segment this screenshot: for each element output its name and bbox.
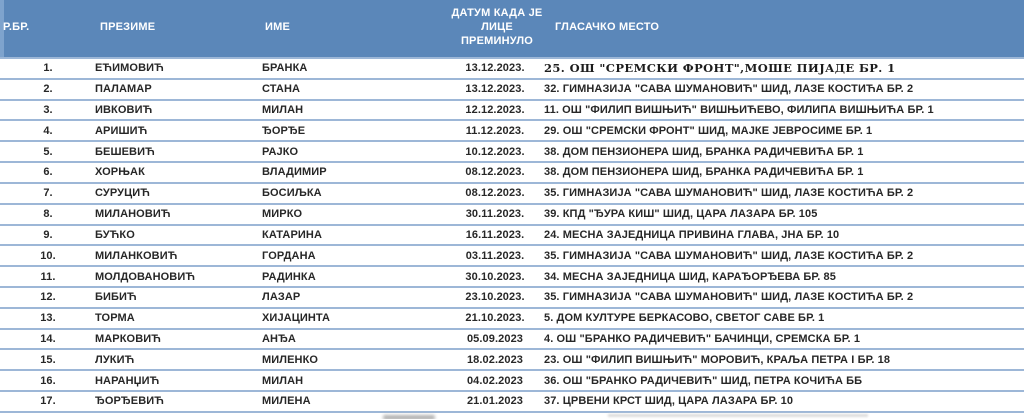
- cell-datum: 18.02.2023: [466, 353, 524, 366]
- cell-prezime: ТОРМА: [95, 312, 135, 325]
- cell-mesto: 35. ГИМНАЗИЈА "САВА ШУМАНОВИЋ" ШИД, ЛАЗЕ КОСТИЋА БР. 2: [544, 291, 914, 304]
- cell-rbr: 14.: [40, 332, 56, 345]
- table-row: [0, 161, 1024, 182]
- cell-ime: МИЛЕНКО: [262, 353, 319, 366]
- cell-prezime: ЛУКИЋ: [95, 353, 135, 366]
- cell-rbr: 10.: [40, 249, 56, 262]
- table-row: [0, 286, 1024, 307]
- cell-mesto: 36. ОШ "БРАНКО РАДИЧЕВИЋ" ШИД, ПЕТРА КОЧИЋА ББ: [544, 374, 863, 387]
- table-row: [0, 99, 1024, 120]
- cell-datum: 13.12.2023.: [465, 62, 525, 75]
- cell-prezime: НАРАНЏИЋ: [95, 374, 160, 387]
- cell-prezime: ПАЛАМАР: [95, 83, 152, 96]
- cell-rbr: 16.: [40, 374, 56, 387]
- cell-ime: АНЂА: [262, 332, 296, 345]
- table-row: [0, 307, 1024, 328]
- cell-ime: ГОРДАНА: [262, 249, 316, 262]
- column-header-ime: ИМЕ: [265, 21, 291, 33]
- cell-rbr: 4.: [43, 124, 53, 137]
- cell-prezime: СУРУЦИЋ: [95, 187, 150, 200]
- cell-mesto: 23. ОШ "ФИЛИП ВИШЊИЋ" МОРОВИЋ, КРАЉА ПЕТРА I БР. 18: [544, 353, 891, 366]
- cell-datum: 10.12.2023.: [465, 145, 525, 158]
- cell-prezime: БУЋКО: [95, 228, 135, 241]
- table-row: [0, 265, 1024, 286]
- cell-datum: 11.12.2023.: [465, 124, 525, 137]
- table-row: [0, 224, 1024, 245]
- cell-datum: 16.11.2023.: [465, 228, 525, 241]
- column-header-datum: ДАТУМ КАДА ЈЕ ЛИЦЕ ПРЕМИНУЛО: [451, 7, 543, 47]
- cell-prezime: МИЛАНОВИЋ: [95, 208, 171, 221]
- cell-mesto: 5. ДОМ КУЛТУРЕ БЕРКАСОВО, СВЕТОГ САВЕ БР. 1: [544, 312, 825, 325]
- cell-ime: БОСИЉКА: [262, 187, 322, 200]
- table-row: [0, 78, 1024, 99]
- cell-rbr: 5.: [43, 145, 53, 158]
- cell-ime: МИЛАН: [262, 104, 304, 117]
- table-row: [0, 140, 1024, 161]
- cell-ime: РАДИНКА: [262, 270, 316, 283]
- column-header-rbr: Р.БР.: [3, 21, 30, 33]
- cell-rbr: 2.: [43, 83, 53, 96]
- clipped-text-fragment: [608, 414, 868, 417]
- cell-datum: 21.10.2023.: [465, 312, 525, 325]
- cell-ime: ЛАЗАР: [262, 291, 301, 304]
- table-row: [0, 244, 1024, 265]
- cell-rbr: 12.: [40, 291, 56, 304]
- cell-ime: СТАНА: [262, 83, 301, 96]
- cell-mesto: 24. МЕСНА ЗАЈЕДНИЦА ПРИВИНА ГЛАВА, ЈНА БР. 10: [544, 228, 840, 241]
- cell-prezime: АРИШИЋ: [95, 124, 148, 137]
- cell-datum: 13.12.2023.: [465, 83, 525, 96]
- cell-prezime: МОЛДОВАНОВИЋ: [95, 270, 196, 283]
- cell-ime: ХИЈАЦИНТА: [262, 312, 331, 325]
- cell-rbr: 9.: [43, 228, 53, 241]
- cell-rbr: 17.: [40, 395, 56, 408]
- cell-mesto: 39. КПД "ЂУРА КИШ" ШИД, ЦАРА ЛАЗАРА БР. 105: [544, 208, 818, 221]
- cell-prezime: МИЛАНКОВИЋ: [95, 249, 178, 262]
- cell-rbr: 13.: [40, 312, 56, 325]
- cell-prezime: ХОРЊАК: [95, 166, 145, 179]
- table-row: [0, 390, 1024, 411]
- cell-ime: КАТАРИНА: [262, 228, 323, 241]
- cell-ime: БРАНКА: [262, 62, 308, 75]
- cell-ime: РАЈКО: [262, 145, 299, 158]
- cell-prezime: БИБИЋ: [95, 291, 137, 304]
- cell-ime: ВЛАДИМИР: [262, 166, 327, 179]
- table-row: [0, 182, 1024, 203]
- cell-ime: МИЛЕНА: [262, 395, 311, 408]
- table-row: [0, 348, 1024, 369]
- cell-mesto: 35. ГИМНАЗИЈА "САВА ШУМАНОВИЋ" ШИД, ЛАЗЕ КОСТИЋА БР. 2: [544, 249, 914, 262]
- cell-prezime: БЕШЕВИЋ: [95, 145, 155, 158]
- cell-rbr: 3.: [43, 104, 53, 117]
- cell-datum: 30.10.2023.: [465, 270, 525, 283]
- cell-datum: 04.02.2023: [466, 374, 524, 387]
- cell-ime: МИРКО: [262, 208, 303, 221]
- cell-datum: 03.11.2023.: [465, 249, 525, 262]
- cell-prezime: ЕЋИМОВИЋ: [95, 62, 164, 75]
- cell-rbr: 11.: [40, 270, 56, 283]
- cell-mesto: 38. ДОМ ПЕНЗИОНЕРА ШИД, БРАНКА РАДИЧЕВИЋА БР. 1: [544, 145, 864, 158]
- table-row: [0, 369, 1024, 390]
- table-body: [0, 57, 1024, 419]
- cell-prezime: ЂОРЂЕВИЋ: [95, 395, 164, 408]
- cell-datum: 05.09.2023: [466, 332, 524, 345]
- redacted-smudge: [383, 415, 435, 419]
- table-row: [0, 328, 1024, 349]
- clipped-next-row: [0, 411, 1024, 419]
- cell-mesto: 35. ГИМНАЗИЈА "САВА ШУМАНОВИЋ" ШИД, ЛАЗЕ КОСТИЋА БР. 2: [544, 187, 914, 200]
- cell-mesto: 4. ОШ "БРАНКО РАДИЧЕВИЋ" БАЧИНЦИ, СРЕМСКА БР. 1: [544, 332, 861, 345]
- cell-datum: 12.12.2023.: [465, 104, 525, 117]
- cell-rbr: 7.: [43, 187, 53, 200]
- cell-mesto: 32. ГИМНАЗИЈА "САВА ШУМАНОВИЋ" ШИД, ЛАЗЕ КОСТИЋА БР. 2: [544, 83, 914, 96]
- cell-mesto: 29. ОШ "СРЕМСКИ ФРОНТ" ШИД, МАЈКЕ ЈЕВРОСИМЕ БР. 1: [544, 124, 873, 137]
- cell-mesto: 37. ЦРВЕНИ КРСТ ШИД, ЦАРА ЛАЗАРА БР. 10: [544, 395, 794, 408]
- cell-datum: 08.12.2023.: [465, 187, 525, 200]
- column-header-prezime: ПРЕЗИМЕ: [100, 21, 156, 33]
- table-row: [0, 203, 1024, 224]
- table-header-row: [0, 0, 1024, 57]
- cell-mesto: 25. ОШ "СРЕМСКИ ФРОНТ",МОШЕ ПИЈАДЕ БР. 1: [544, 61, 896, 76]
- cell-datum: 30.11.2023.: [465, 208, 525, 221]
- cell-prezime: МАРКОВИЋ: [95, 332, 161, 345]
- table-row: [0, 57, 1024, 78]
- cell-mesto: 11. ОШ "ФИЛИП ВИШЊИЋ" ВИШЊИЋЕВО, ФИЛИПА ВИШЊИЋА БР. 1: [544, 104, 934, 117]
- cell-mesto: 34. МЕСНА ЗАЈЕДНИЦА ШИД, КАРАЂОРЂЕВА БР. 85: [544, 270, 836, 283]
- cell-ime: ЂОРЂЕ: [262, 124, 306, 137]
- cell-prezime: ИВКОВИЋ: [95, 104, 153, 117]
- column-header-mesto: ГЛАСАЧКО МЕСТО: [555, 21, 660, 33]
- cell-rbr: 1.: [43, 62, 53, 75]
- cell-rbr: 15.: [40, 353, 56, 366]
- cell-rbr: 8.: [43, 208, 53, 221]
- cell-rbr: 6.: [43, 166, 53, 179]
- cell-ime: МИЛАН: [262, 374, 304, 387]
- cell-mesto: 38. ДОМ ПЕНЗИОНЕРА ШИД, БРАНКА РАДИЧЕВИЋА БР. 1: [544, 166, 864, 179]
- cell-datum: 23.10.2023.: [465, 291, 525, 304]
- cell-datum: 08.12.2023.: [465, 166, 525, 179]
- table-row: [0, 119, 1024, 140]
- cell-datum: 21.01.2023: [466, 395, 524, 408]
